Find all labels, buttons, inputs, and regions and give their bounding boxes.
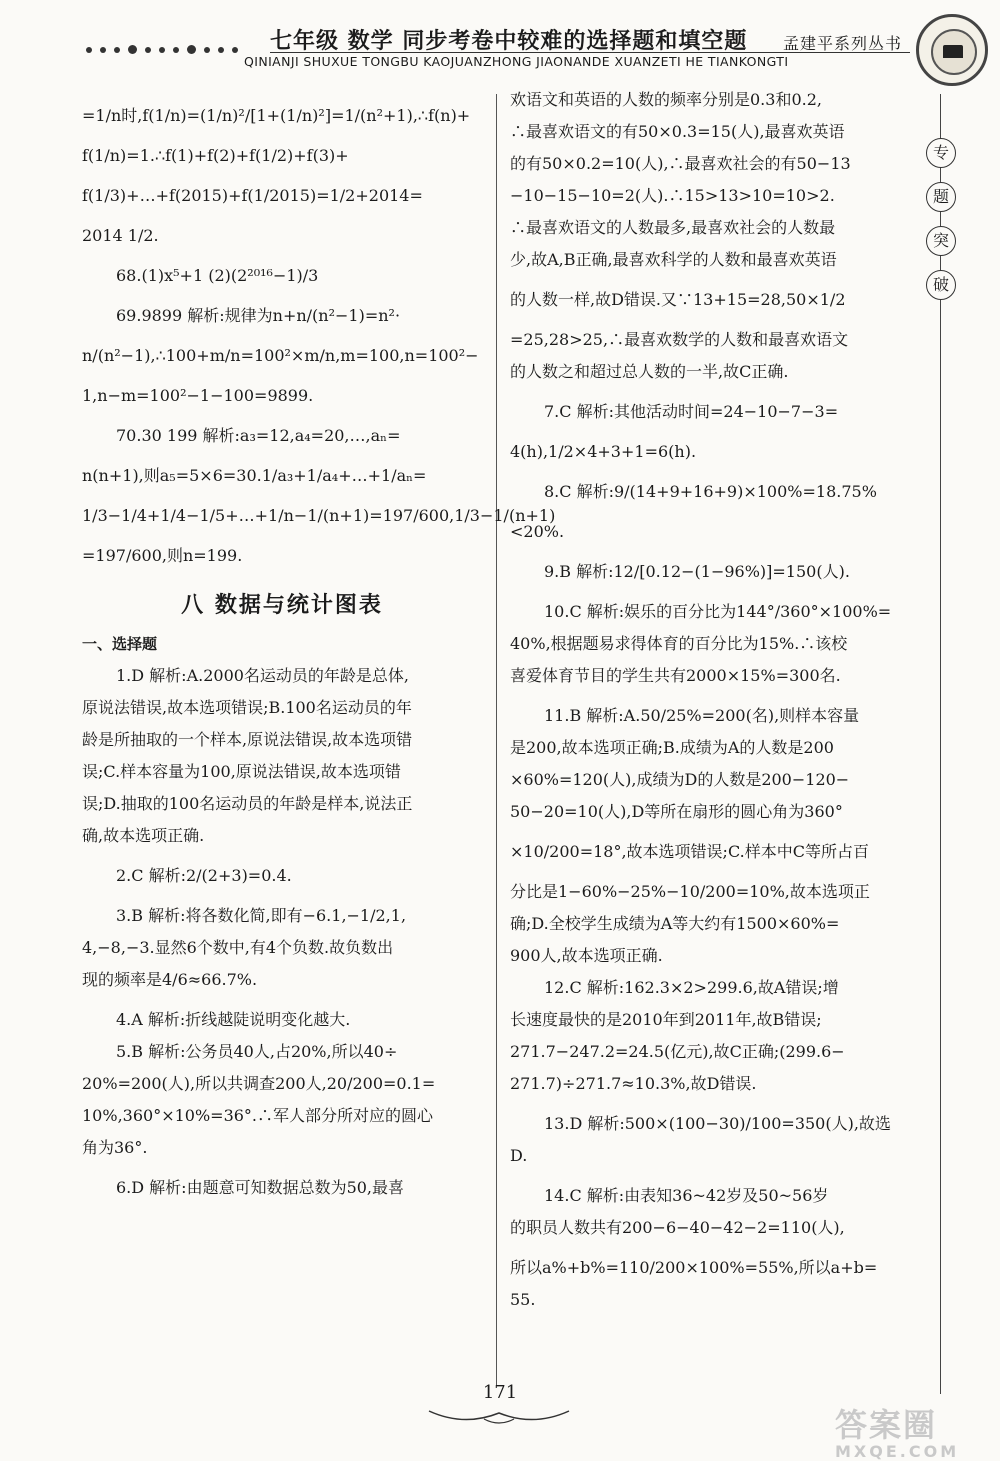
text-line: −10−15−10=2(人).∴15>13>10=10>2.	[510, 186, 835, 205]
answer-6: 6.D 解析:由题意可知数据总数为50,最喜	[116, 1178, 405, 1197]
text-line: 4(h),1/2×4+3+1=6(h).	[510, 442, 697, 461]
section-subtitle: 一、选择题	[82, 635, 158, 653]
answer-3: 3.B 解析:将各数化简,即有−6.1,−1/2,1,	[116, 906, 407, 925]
answer-69: 69.9899 解析:规律为n+n/(n²−1)=n²·	[116, 306, 401, 325]
text-line: 10%,360°×10%=36°.∴军人部分所对应的圆心	[82, 1106, 434, 1125]
text-line: =197/600,则n=199.	[82, 546, 243, 565]
text-line: 喜爱体育节目的学生共有2000×15%=300名.	[510, 666, 841, 685]
answer-1: 1.D 解析:A.2000名运动员的年龄是总体,	[116, 666, 410, 685]
text-line: ∴最喜欢语文的有50×0.3=15(人),最喜欢英语	[510, 122, 845, 141]
text-line: 确,故本选项正确.	[82, 826, 205, 845]
text-line: 欢语文和英语的人数的频率分别是0.3和0.2,	[510, 90, 822, 109]
text-line: ×60%=120(人),成绩为D的人数是200−120−	[510, 770, 850, 789]
header-pinyin: QINIANJI SHUXUE TONGBU KAOJUANZHONG JIAONANDE XUANZETI HE TIANKONGTI	[244, 54, 789, 69]
column-divider	[496, 94, 497, 1386]
text-line: f(1/3)+…+f(2015)+f(1/2015)=1/2+2014=	[82, 186, 423, 205]
answer-12: 12.C 解析:162.3×2>299.6,故A错误;增	[544, 978, 839, 997]
header-dots	[86, 38, 266, 52]
side-tab-4: 破	[926, 270, 956, 300]
text-line: 原说法错误,故本选项错误;B.100名运动员的年	[82, 698, 412, 717]
text-line: 所以a%+b%=110/200×100%=55%,所以a+b=	[510, 1258, 878, 1277]
text-line: 确;D.全校学生成绩为A等大约有1500×60%=	[510, 914, 840, 933]
side-tab-2: 题	[926, 182, 956, 212]
text-line: 271.7−247.2=24.5(亿元),故C正确;(299.6−	[510, 1042, 845, 1061]
text-line: 的有50×0.2=10(人),∴最喜欢社会的有50−13	[510, 154, 851, 173]
text-line: n(n+1),则a₅=5×6=30.1/a₃+1/a₄+…+1/aₙ=	[82, 466, 427, 485]
text-line: 4,−8,−3.显然6个数中,有4个负数.故负数出	[82, 938, 394, 957]
answer-5: 5.B 解析:公务员40人,占20%,所以40÷	[116, 1042, 398, 1061]
text-line: 271.7)÷271.7≈10.3%,故D错误.	[510, 1074, 757, 1093]
text-line: 900人,故本选项正确.	[510, 946, 663, 965]
text-line: =25,28>25,∴最喜欢数学的人数和最喜欢语文	[510, 330, 849, 349]
text-line: 20%=200(人),所以共调查200人,20/200=0.1=	[82, 1074, 436, 1093]
text-line: 现的频率是4/6≈66.7%.	[82, 970, 258, 989]
answer-9: 9.B 解析:12/[0.12−(1−96%)]=150(人).	[544, 562, 850, 581]
header-series: 孟建平系列丛书	[783, 34, 903, 53]
publisher-logo-icon	[916, 14, 988, 86]
text-line: 40%,根据题易求得体育的百分比为15%.∴该校	[510, 634, 848, 653]
answer-2: 2.C 解析:2/(2+3)=0.4.	[116, 866, 292, 885]
text-line: =1/n时,f(1/n)=(1/n)²/[1+(1/n)²]=1/(n²+1),∴f(n)+	[82, 106, 471, 125]
answer-7: 7.C 解析:其他活动时间=24−10−7−3=	[544, 402, 839, 421]
answer-68: 68.(1)x⁵+1 (2)(2²⁰¹⁶−1)/3	[116, 266, 319, 285]
header-title: 七年级 数学 同步考卷中较难的选择题和填空题	[270, 28, 748, 54]
answer-8: 8.C 解析:9/(14+9+16+9)×100%=18.75%	[544, 482, 877, 501]
watermark	[835, 1400, 959, 1461]
text-line: 的职员人数共有200−6−40−42−2=110(人),	[510, 1218, 845, 1237]
text-line: 分比是1−60%−25%−10/200=10%,故本选项正	[510, 882, 870, 901]
footer-ornament-icon	[424, 1405, 574, 1429]
text-line: 是200,故本选项正确;B.成绩为A的人数是200	[510, 738, 834, 757]
left-column	[82, 100, 556, 1204]
text-line: 55.	[510, 1290, 536, 1309]
answer-4: 4.A 解析:折线越陡说明变化越大.	[116, 1010, 351, 1029]
text-line: 少,故A,B正确,最喜欢科学的人数和最喜欢英语	[510, 250, 837, 269]
watermark-url: MXQE.COM	[835, 1442, 960, 1461]
text-line: ×10/200=18°,故本选项错误;C.样本中C等所占百	[510, 842, 869, 861]
answer-10: 10.C 解析:娱乐的百分比为144°/360°×100%=	[544, 602, 892, 621]
text-line: 角为36°.	[82, 1138, 148, 1157]
page-header	[0, 0, 1000, 92]
text-line: 2014 1/2.	[82, 226, 159, 245]
header-rule	[270, 52, 910, 53]
section-title: 八 数据与统计图表	[181, 593, 383, 618]
answer-13: 13.D 解析:500×(100−30)/100=350(人),故选	[544, 1114, 891, 1133]
text-line: n/(n²−1),∴100+m/n=100²×m/n,m=100,n=100²−	[82, 346, 479, 365]
text-line: 误;C.样本容量为100,原说法错误,故本选项错	[82, 762, 401, 781]
text-line: ∴最喜欢语文的人数最多,最喜欢社会的人数最	[510, 218, 836, 237]
text-line: 1/3−1/4+1/4−1/5+…+1/n−1/(n+1)=197/600,1/3−1/(n+1)	[82, 506, 556, 525]
text-line: 龄是所抽取的一个样本,原说法错误,故本选项错	[82, 730, 413, 749]
text-line: D.	[510, 1146, 528, 1165]
text-line: 的人数一样,故D错误.又∵13+15=28,50×1/2	[510, 290, 846, 309]
side-tab-3: 突	[926, 226, 956, 256]
page-number: 171	[482, 1382, 518, 1403]
text-line: 长速度最快的是2010年到2011年,故B错误;	[510, 1010, 822, 1029]
answer-14: 14.C 解析:由表知36~42岁及50~56岁	[544, 1186, 829, 1205]
text-line: 误;D.抽取的100名运动员的年龄是样本,说法正	[82, 794, 413, 813]
text-line: f(1/n)=1.∴f(1)+f(2)+f(1/2)+f(3)+	[82, 146, 349, 165]
text-line: 1,n−m=100²−1−100=9899.	[82, 386, 314, 405]
text-line: <20%.	[510, 522, 565, 541]
right-column	[510, 84, 902, 1316]
answer-70: 70.30 199 解析:a₃=12,a₄=20,…,aₙ=	[116, 426, 401, 445]
watermark-text: 答案圈	[835, 1406, 938, 1444]
side-tab-1: 专	[926, 138, 956, 168]
text-line: 的人数之和超过总人数的一半,故C正确.	[510, 362, 789, 381]
answer-11: 11.B 解析:A.50/25%=200(名),则样本容量	[544, 706, 860, 725]
text-line: 50−20=10(人),D等所在扇形的圆心角为360°	[510, 802, 843, 821]
